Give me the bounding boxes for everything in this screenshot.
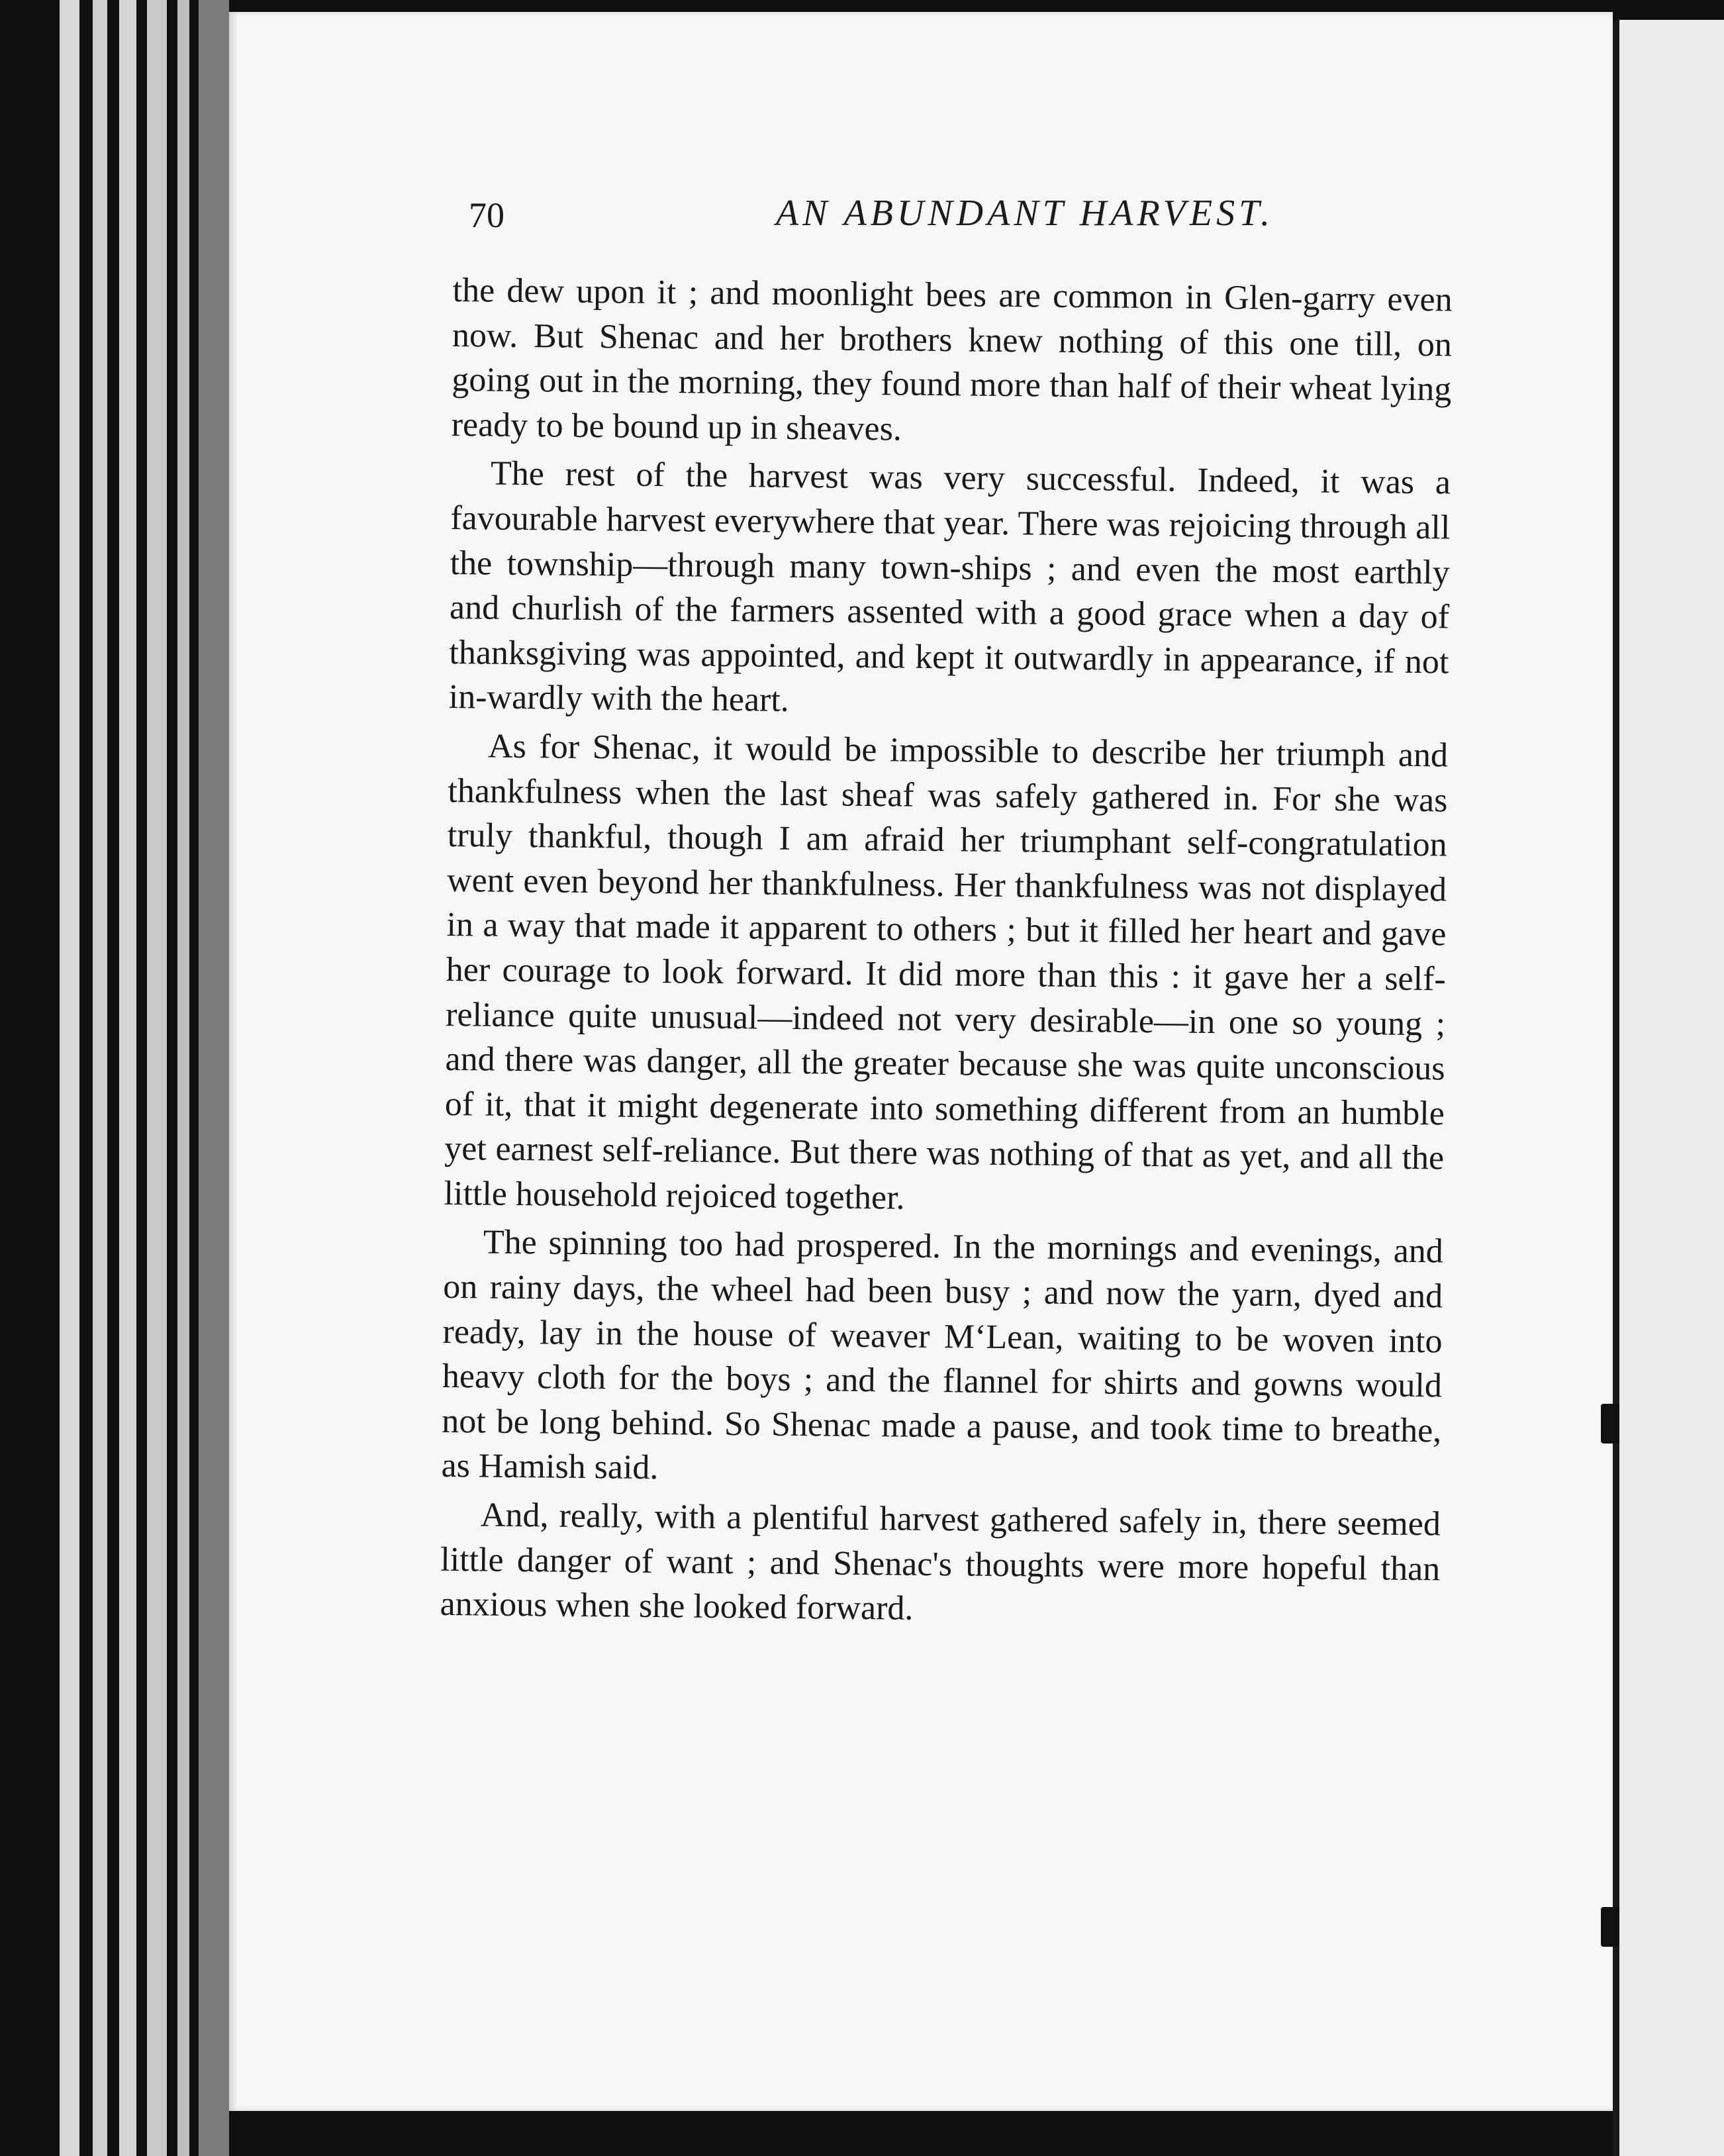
- page-number: 70: [469, 195, 504, 235]
- page-edge-layer: [60, 0, 79, 2156]
- page-edge-layer: [119, 0, 136, 2156]
- book-gutter: [199, 0, 229, 2156]
- page-edge-layer: [147, 0, 167, 2156]
- body-text: [440, 268, 1453, 1640]
- paragraph: As for Shenac, it would be impossible to describe her triumph and thankfulness when the last sheaf was safely gathered in. For she was truly thankful, though I am afraid her triumphant self-congratulation went even beyond her thankfulness. Her thankfulness was not displayed in a way that made it apparent to others ; but it filled her heart and gave her courage to look forward. It did more than this : it gave her a self-reliance quite unusual—indeed not very desirable—in one so young ; and there was danger, all the greater because she was quite unconscious of it, that it might degenerate into something different from an humble yet earnest self-reliance. But there was nothing of that as yet, and all the little household rejoiced together.: [444, 727, 1449, 1217]
- page-edge-layer: [177, 0, 189, 2156]
- facing-page-strip: [1613, 20, 1724, 2156]
- page-clip-mark: [1601, 1907, 1619, 1947]
- page-clip-mark: [1601, 1404, 1619, 1444]
- running-header: [469, 192, 1449, 252]
- paragraph: The rest of the harvest was very successful. Indeed, it was a favourable harvest everywhere that year. There was rejoicing through all the township—through many town-ships ; and even the most earthly and churlish of the farmers assented with a good grace when a day of thanksgiving was appointed, and kept it outwardly in appearance, if not in-wardly with the heart.: [448, 454, 1451, 720]
- paragraph: And, really, with a plentiful harvest gathered safely in, there seemed little danger of want ; and Shenac's thoughts were more hopeful than anxious when she looked forward.: [440, 1496, 1441, 1628]
- paragraph: The spinning too had prospered. In the mornings and evenings, and on rainy days, the wheel had been busy ; and now the yarn, dyed and ready, lay in the house of weaver M‘Lean, waiting to be woven into heavy cloth for the boys ; and the flannel for shirts and gowns would not be long behind. So Shenac made a pause, and took time to breathe, as Hamish said.: [441, 1223, 1444, 1487]
- running-title: AN ABUNDANT HARVEST.: [775, 193, 1274, 234]
- paragraph: the dew upon it ; and moonlight bees are common in Glen-garry even now. But Shenac and her brothers knew nothing of this one till, on going out in the morning, they found more than half of their wheat lying ready to be bound up in sheaves.: [451, 271, 1453, 448]
- page-edge-layer: [93, 0, 107, 2156]
